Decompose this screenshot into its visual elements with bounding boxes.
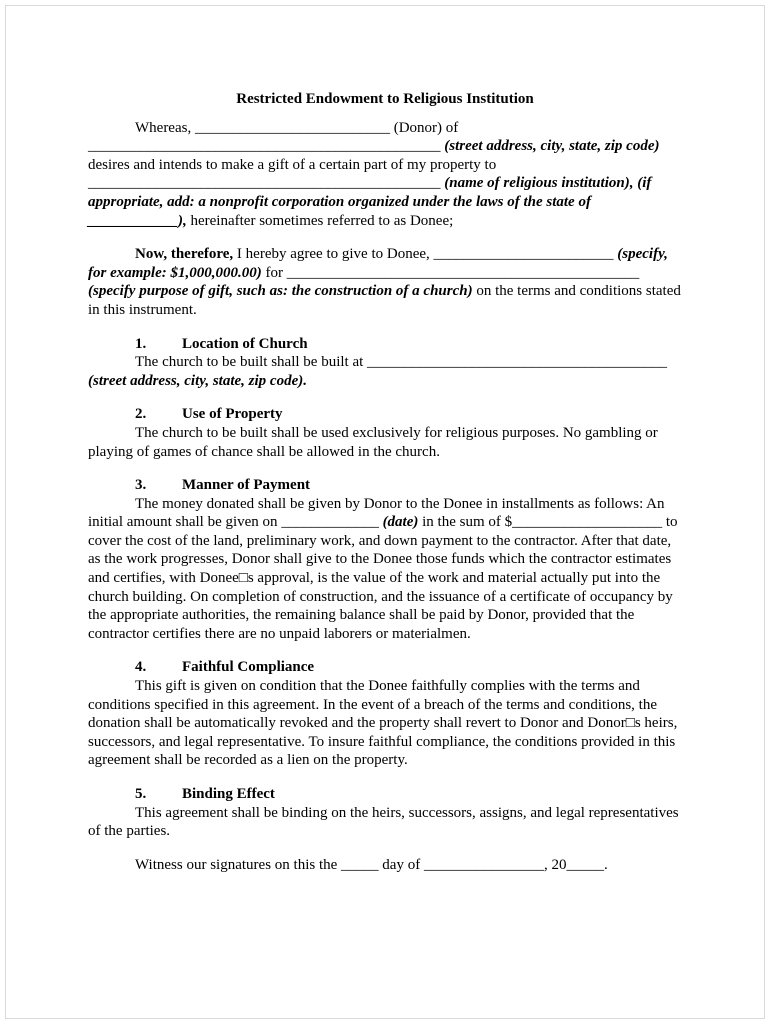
text-run: Now, therefore, (135, 246, 234, 263)
blank-date[interactable]: _____________ (281, 514, 379, 531)
section-number: 4. (135, 659, 147, 676)
text-run: ), (178, 212, 187, 229)
blank-gift-purpose[interactable]: _______________________________________________ (286, 264, 640, 281)
text-run: (date) (378, 514, 419, 531)
closing-paragraph (88, 856, 682, 875)
section-5-heading (135, 785, 682, 804)
blank-institution-name[interactable]: _______________________________________________ (88, 175, 441, 192)
text-run: I hereby agree to give to Donee, (233, 246, 434, 263)
text-run: (specify purpose of gift, such as: the construction of a church) (88, 283, 473, 300)
document-page (88, 90, 682, 874)
section-number: 2. (135, 406, 147, 423)
section-number: 3. (135, 477, 147, 494)
text-run: on the terms and conditions stated in this instrument. (88, 283, 681, 318)
text-run: to cover the cost of the land, preliminary work, and down payment to the contractor. After that date, as the work progresses, Donor shall give to the Donee those funds which the contractor estimates and certifies, with Donee□s approval, is the value of the work and material actually put into the church building. On completion of construction, and the issuance of a certificate of occupancy by the appropriate authorities, the remaining balance shall be paid by Donor, provided that the contractor certifies there are no unpaid laborers or materialmen. (88, 514, 678, 642)
blank-year[interactable]: _____ (566, 856, 604, 873)
section-3-body (88, 495, 682, 644)
blank-gift-amount[interactable]: ________________________ (433, 246, 614, 263)
text-run: Whereas, (135, 119, 195, 136)
section-title: Faithful Compliance (182, 659, 315, 676)
paragraph-now-therefore (88, 245, 682, 319)
blank-state[interactable]: ____________ (88, 212, 178, 229)
text-run: This agreement shall be binding on the heirs, successors, assigns, and legal representatives of the parties. (88, 804, 679, 840)
text-run: The church to be built shall be built at (135, 354, 368, 371)
text-run: (name of religious institution), (if appropriate, add: a nonprofit corporation organized under the laws of the state of (88, 175, 652, 210)
text-run: The money donated shall be given by Donor to the Donee in installments as follows: An initial amount shall be given on (88, 495, 665, 531)
section-2-body (88, 424, 682, 461)
paragraph-whereas (88, 119, 682, 231)
section-4-heading (135, 658, 682, 677)
section-title: Binding Effect (182, 786, 275, 802)
text-run: (street address, city, state, zip code). (88, 372, 307, 389)
text-run: , 20 (543, 856, 567, 873)
section-2-heading (135, 405, 682, 424)
text-run: Witness our signatures on this the (135, 856, 342, 873)
text-run: The church to be built shall be used exclusively for religious purposes. No gambling or playing of games of chance shall be allowed in the church. (88, 424, 658, 460)
blank-sum[interactable]: ____________________ (512, 514, 663, 531)
text-run: This gift is given on condition that the Donee faithfully complies with the terms and conditions specified in this agreement. In the event of a breach of the terms and conditions, the donation shall be automatically revoked and the property shall revert to Donor and Donor□s heirs, successors, and legal representative. To insure faithful compliance, the conditions provided in this agreement shall be recorded as a lien on the property. (88, 678, 678, 769)
section-3-heading (135, 476, 682, 495)
section-1-body (88, 353, 682, 390)
text-run: day of (378, 856, 424, 873)
section-number: 5. (135, 786, 147, 802)
text-run: (street address, city, state, zip code) (440, 138, 660, 155)
text-run: (Donor) of (389, 119, 459, 136)
section-title: Use of Property (182, 406, 283, 423)
text-run: in the sum of $ (418, 514, 513, 531)
text-run: hereinafter sometimes referred to as Donee; (186, 212, 454, 229)
blank-donor-address[interactable]: _______________________________________________ (88, 138, 441, 155)
section-1-heading (135, 335, 682, 354)
text-run: desires and intends to make a gift of a certain part of my property to (88, 156, 497, 173)
section-5-body (88, 804, 682, 841)
section-title: Manner of Payment (182, 477, 311, 494)
text-run: for (261, 264, 287, 281)
section-number: 1. (135, 335, 147, 352)
blank-day[interactable]: _____ (341, 856, 379, 873)
document-title: Restricted Endowment to Religious Institution (236, 91, 534, 107)
blank-church-address[interactable]: ________________________________________ (367, 354, 668, 371)
blank-donor-name[interactable]: __________________________ (194, 119, 390, 136)
section-4-body (88, 677, 682, 770)
section-title: Location of Church (182, 335, 308, 352)
text-run: . (603, 856, 608, 873)
text-run: (specify, for example: $1,000,000.00) (88, 246, 668, 281)
blank-month[interactable]: ________________ (423, 856, 544, 873)
